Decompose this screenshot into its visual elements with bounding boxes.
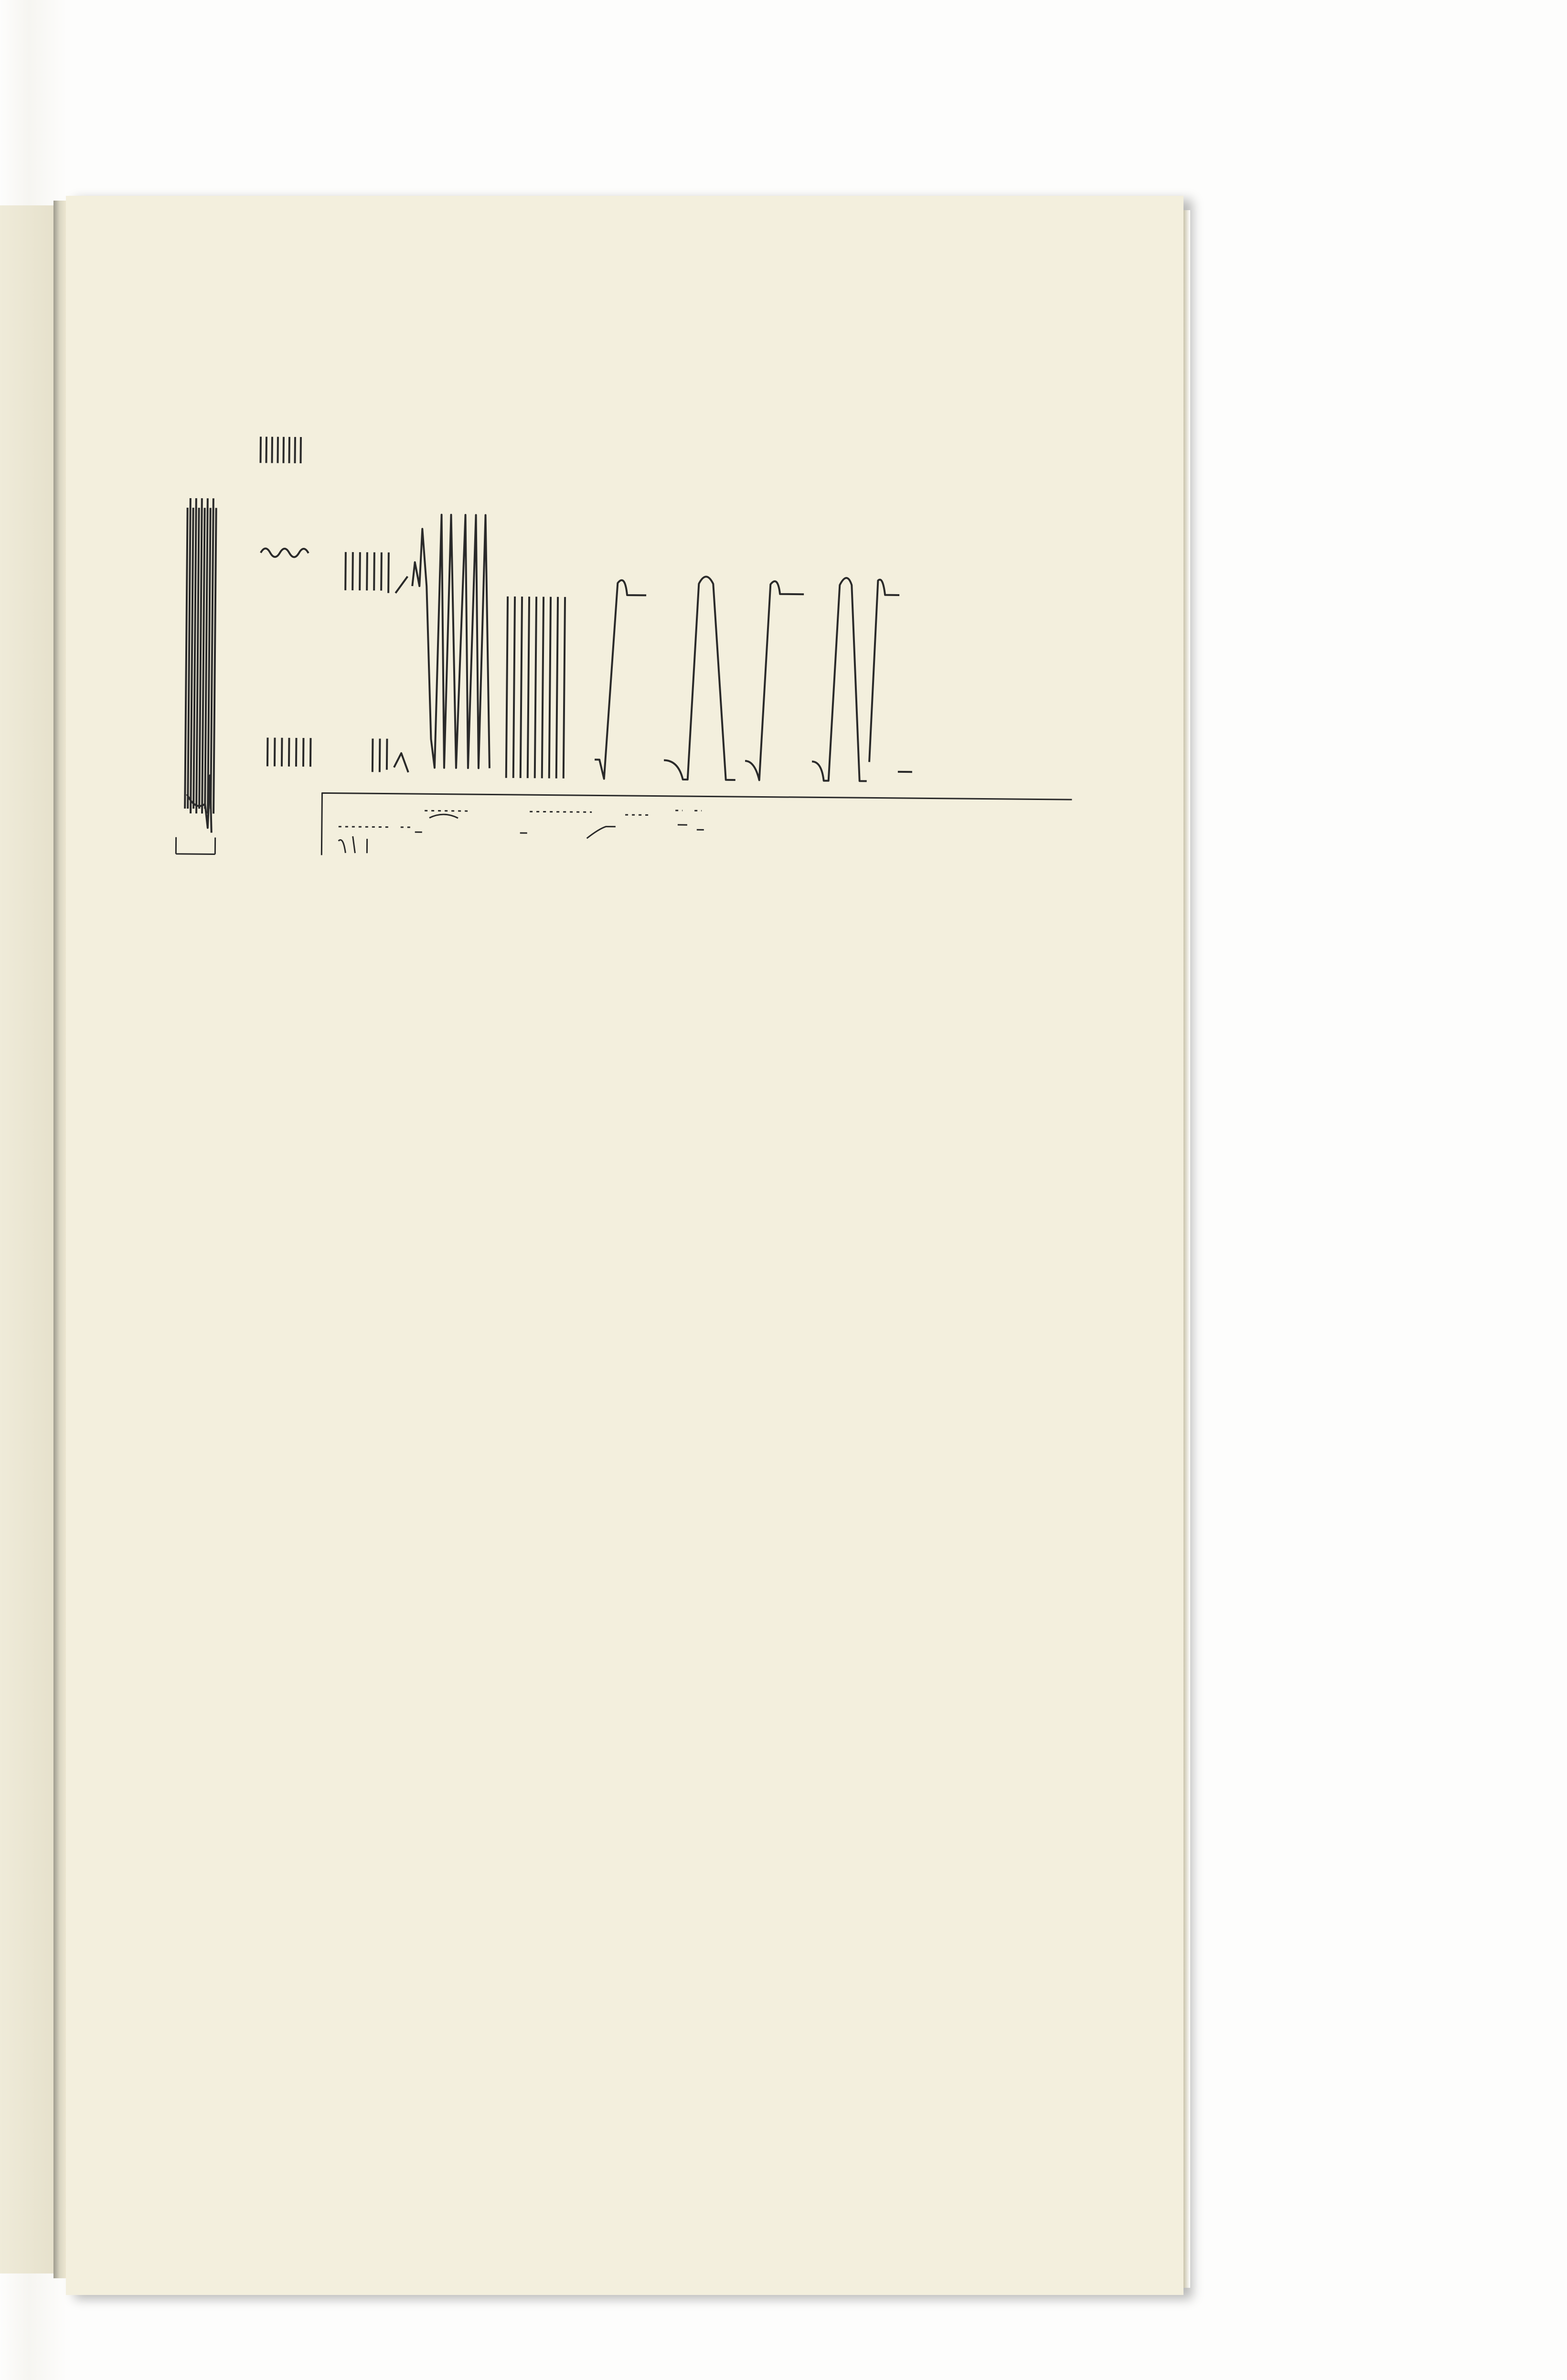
book-gutter <box>53 201 66 2278</box>
trace-glide-5 <box>869 579 914 772</box>
trace-glide-3 <box>745 581 804 780</box>
trace-group-0 <box>185 498 216 832</box>
scale-bar-line <box>176 837 215 854</box>
trace-group-3 <box>373 514 492 773</box>
running-head <box>138 325 1076 333</box>
page-edge-shadow <box>1183 210 1190 2288</box>
trace-lower-marks <box>338 813 704 856</box>
trace-group-5 <box>595 576 914 781</box>
sonagram-figure <box>133 354 1076 866</box>
page-footer <box>133 866 1071 874</box>
trace-low-cycles <box>373 738 409 772</box>
trace-mid-trill <box>345 552 408 593</box>
scale-bar <box>176 837 215 854</box>
trace-group-1 <box>260 437 309 557</box>
trace-group-4 <box>506 597 565 779</box>
previous-page-edge <box>0 205 56 2273</box>
trace-glide-4 <box>812 577 869 781</box>
trace-glide-1 <box>595 580 647 779</box>
trace-wavy-middle <box>261 548 309 557</box>
trace-low-trill <box>267 737 311 767</box>
trace-group-2 <box>267 551 408 768</box>
book-page <box>66 196 1183 2295</box>
trace-long-cycles <box>411 514 492 768</box>
trace-dotted-second-voice <box>339 808 702 830</box>
trace-box-frame <box>321 793 1074 862</box>
trace-high-trill <box>260 437 300 463</box>
trace-group-6 <box>321 793 1074 862</box>
page-content <box>133 325 1076 874</box>
figure-area <box>133 354 1076 866</box>
trace-glide-2 <box>664 576 737 780</box>
trace-dense-bars <box>506 597 565 779</box>
figure-caption <box>133 866 1071 874</box>
